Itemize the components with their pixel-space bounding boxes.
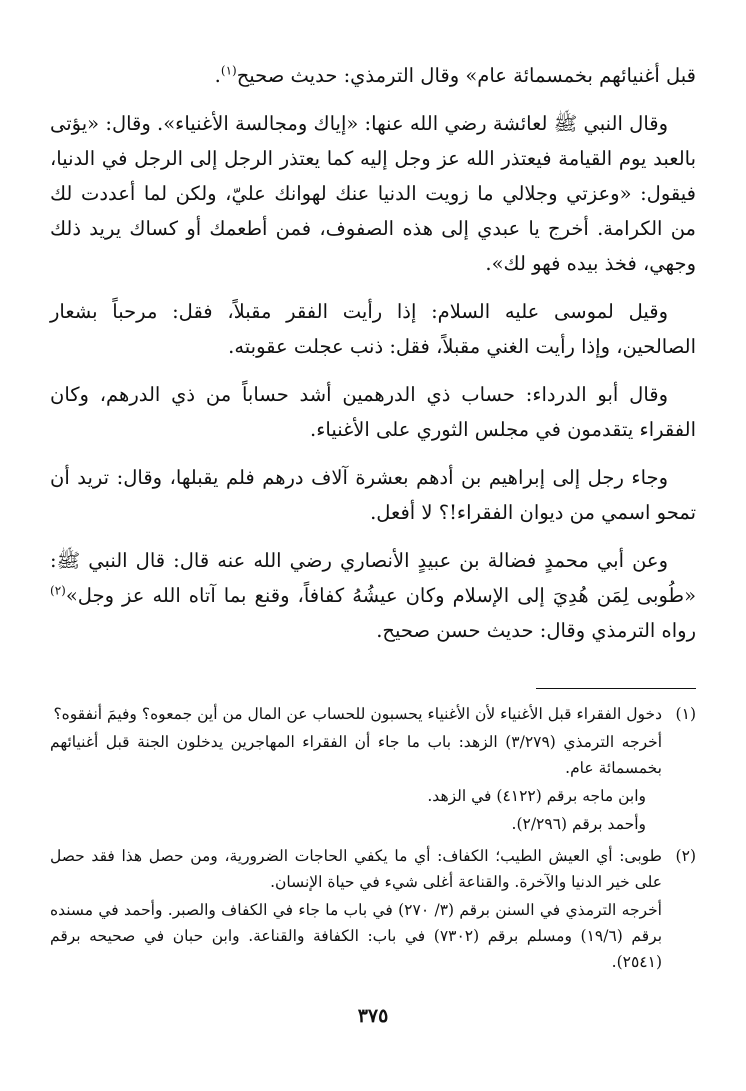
paragraph-4: وقال أبو الدرداء: حساب ذي الدرهمين أشد حساباً من ذي الدرهم، وكان الفقراء يتقدمون في مجلس الثوري على الأغنياء. — [50, 383, 696, 441]
footnote-number: (١) — [675, 705, 696, 723]
footnote-line: وأحمد برقم (٢/٢٩٦). — [511, 815, 646, 833]
footnote-line: وابن ماجه برقم (٤١٢٢) في الزهد. — [427, 787, 646, 805]
footnote-body — [50, 843, 662, 977]
footnote-1 — [50, 701, 696, 839]
paragraph-3: وقيل لموسى عليه السلام: إذا رأيت الفقر مقبلاً، فقل: مرحباً بشعار الصالحين، وإذا رأيت الغني مقبلاً، فقل: ذنب عجلت عقوبته. — [50, 300, 696, 358]
page-number: ٣٧٥ — [357, 1005, 389, 1027]
footnote-marker-1[interactable]: (١) — [220, 63, 237, 78]
paragraph-1: قبل أغنيائهم بخمسمائة عام» وقال الترمذي: حديث صحيح$^{(١)}$. — [214, 63, 696, 87]
footnotes — [50, 701, 696, 977]
main-text — [50, 58, 696, 648]
footnote-line: أخرجه الترمذي في السنن برقم (٣/ ٢٧٠) في باب ما جاء في الكفاف والصبر. وأحمد في مسنده برقم (١٩/٦) ومسلم برقم (٧٣٠٢) في باب: الكفافة والقناعة. وابن حبان في صحيحه برقم (٢٥٤١). — [50, 901, 663, 971]
footnote-line: أخرجه الترمذي (٣/٢٧٩) الزهد: باب ما جاء أن الفقراء المهاجرين يدخلون الجنة قبل أغنيائهم بخمسمائة عام. — [50, 733, 663, 777]
footnote-number: (٢) — [675, 847, 696, 865]
footnote-line: طوبى: أي العيش الطيب؛ الكفاف: أي ما يكفي الحاجات الضرورية، ومن حصل هذا فقد حصل على خير الدنيا والآخرة. والقناعة أغلى شيء في حياة الإنسان. — [50, 847, 662, 891]
paragraph-2: وقال النبي ﷺ لعائشة رضي الله عنها: «إياك ومجالسة الأغنياء». وقال: «يؤتى بالعبد يوم القيامة فيعتذر الله عز وجل إليه كما يعتذر الرجل إلى الرجل في الدنيا، فيقول: «وعزتي وجلالي ما زويت الدنيا عنك لهوانك عليّ، ولكن لما أعددت لك من الكرامة. أخرج يا عبدي إلى هذه الصفوف، فمن أطعمك أو كساك يريد ذلك وجهي، فخذ بيده فهو لك». — [50, 112, 696, 275]
footnote-separator — [536, 688, 696, 689]
footnote-2 — [50, 843, 696, 977]
footnote-line: دخول الفقراء قبل الأغنياء لأن الأغنياء يحسبون للحساب عن المال من أين جمعوه؟ وفيمَ أنفقوه؟ — [53, 705, 662, 723]
paragraph-6: وعن أبي محمدٍ فضالة بن عبيدٍ الأنصاري رضي الله عنه قال: قال النبي ﷺ: «طُوبى لِمَن هُدِيَ إلى الإسلام وكان عيشُهُ كفافاً، وقنع بما آتاه الله عز وجل»$^{(٢)}$ رواه الترمذي وقال: حديث حسن صحيح. — [50, 549, 696, 642]
footnote-body — [50, 701, 662, 839]
footnote-marker-2[interactable]: (٢) — [50, 583, 66, 598]
paragraph-5: وجاء رجل إلى إبراهيم بن أدهم بعشرة آلاف درهم فلم يقبلها، وقال: تريد أن تمحو اسمي من ديوان الفقراء!؟ لا أفعل. — [50, 466, 696, 524]
